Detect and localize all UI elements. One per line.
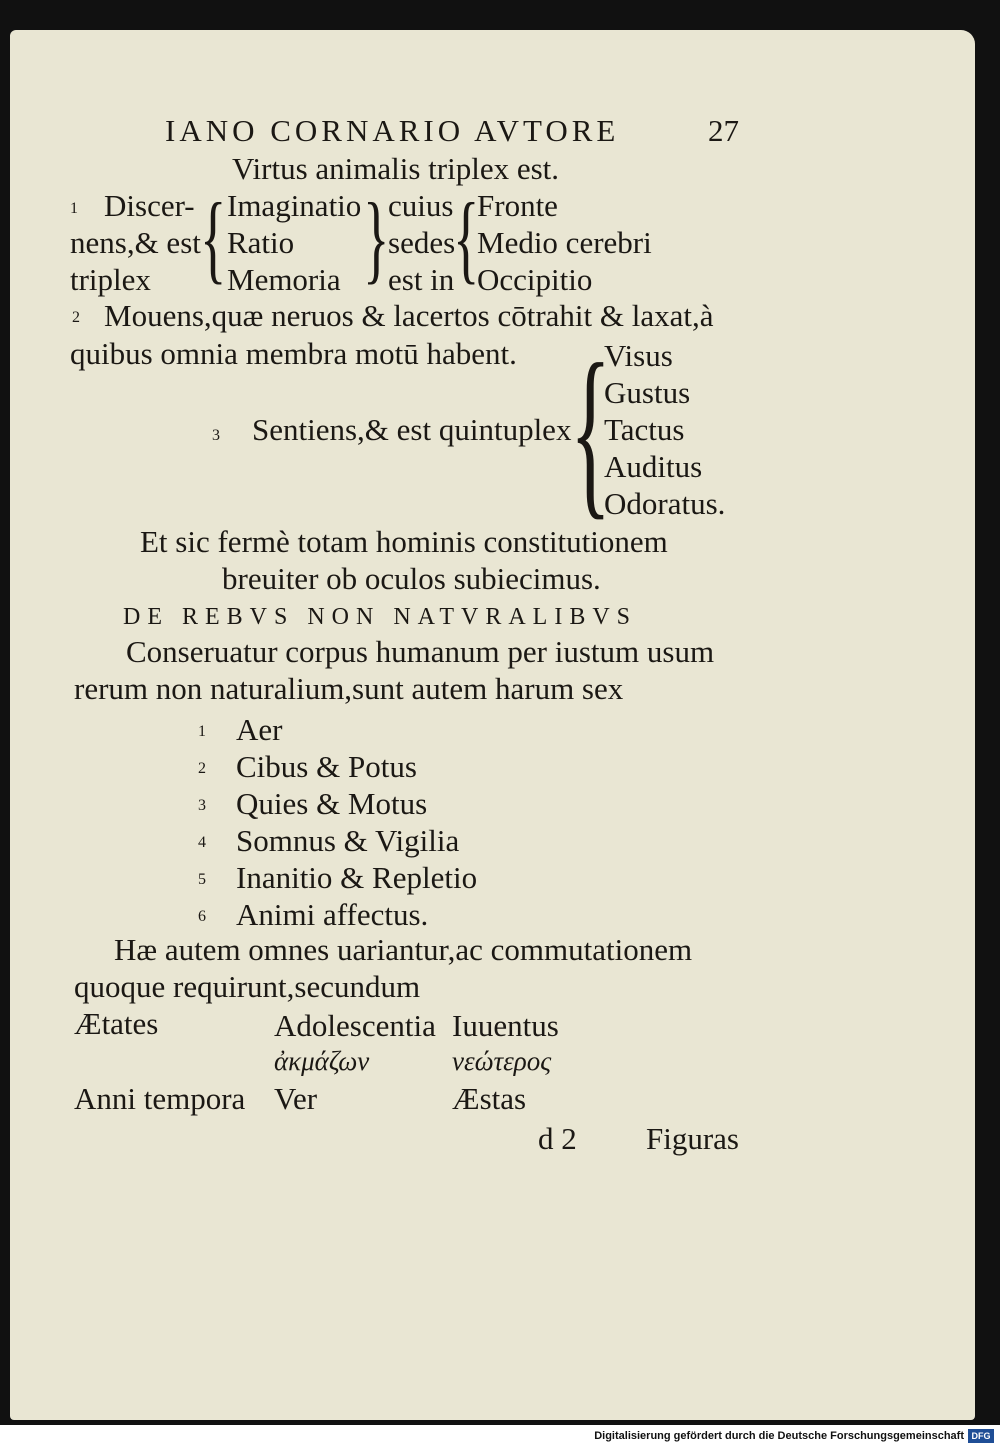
list-item: Inanitio & Repletio (236, 860, 478, 895)
closing-line-1: Et sic fermè totam hominis constitutionem (140, 524, 668, 559)
sense-visus: Visus (604, 338, 673, 373)
dfg-logo: DFG (968, 1429, 994, 1443)
para-line-2: quoque requirunt,secundum (74, 969, 421, 1004)
seat-fronte: Fronte (477, 188, 558, 223)
sense-tactus: Tactus (604, 412, 685, 447)
item-number: 2 (72, 309, 80, 326)
para-line-1: Hæ autem omnes uariantur,ac commutationem (114, 932, 693, 967)
list-item: Quies & Motus (236, 786, 428, 821)
seat-occipitio: Occipitio (477, 262, 593, 297)
list-number: 2 (198, 760, 206, 777)
brace-open: { (200, 182, 227, 293)
item-number: 3 (212, 427, 220, 444)
discernens-line-2: nens,& est (70, 225, 201, 260)
movens-line-2: quibus omnia membra motū habent. (70, 336, 517, 371)
aetates-label: Ætates (74, 1006, 159, 1041)
season-ver: Ver (274, 1081, 318, 1116)
list-number: 6 (198, 908, 206, 925)
section-title: Virtus animalis triplex est. (232, 151, 560, 186)
list-number: 4 (198, 834, 206, 851)
faculty-imaginatio: Imaginatio (227, 188, 362, 223)
catchword: Figuras (646, 1121, 739, 1156)
list-item: Aer (236, 712, 283, 747)
adolescentia: Adolescentia (274, 1008, 436, 1043)
list-number: 3 (198, 797, 206, 814)
sense-auditus: Auditus (604, 449, 703, 484)
running-title: IANO CORNARIO AVTORE (165, 113, 620, 148)
iuuentus: Iuuentus (452, 1008, 559, 1043)
discernens-line-1: Discer- (104, 188, 195, 223)
faculty-ratio: Ratio (227, 225, 295, 260)
signature-mark: d 2 (538, 1121, 577, 1156)
list-number: 1 (198, 723, 206, 740)
anni-tempora-label: Anni tempora (74, 1081, 246, 1116)
brace-senses: { (570, 326, 612, 536)
item-number: 1 (70, 200, 78, 217)
connector-est-in: est in (388, 262, 455, 297)
book-page (10, 30, 975, 1420)
connector-cuius: cuius (388, 188, 454, 223)
list-item: Somnus & Vigilia (236, 823, 460, 858)
season-aestas: Æstas (452, 1081, 527, 1116)
faculty-memoria: Memoria (227, 262, 341, 297)
brace-open: { (453, 182, 480, 293)
footer-bar (0, 1425, 1000, 1448)
list-item: Animi affectus. (236, 897, 429, 932)
section-heading: DE REBVS NON NATVRALIBVS (123, 604, 638, 630)
list-item: Cibus & Potus (236, 749, 417, 784)
sentiens-text: Sentiens,& est quintuplex (252, 412, 572, 447)
connector-sedes: sedes (388, 225, 456, 260)
discernens-line-3: triplex (70, 262, 151, 297)
sense-odoratus: Odoratus. (604, 486, 726, 521)
closing-line-2: breuiter ob oculos subiecimus. (222, 561, 601, 596)
brace-close: } (363, 182, 390, 293)
intro-line-1: Conseruatur corpus humanum per iustum usum (126, 634, 715, 669)
greek-term-1: ἀκμάζων (274, 1046, 370, 1076)
funding-credit: Digitalisierung gefördert durch die Deutsche Forschungsgemeinschaft (594, 1430, 964, 1442)
movens-line-1: Mouens,quæ neruos & lacertos cōtrahit & laxat,à (104, 298, 714, 333)
seat-medio-cerebri: Medio cerebri (477, 225, 652, 260)
intro-line-2: rerum non naturalium,sunt autem harum sex (74, 671, 624, 706)
sense-gustus: Gustus (604, 375, 691, 410)
page-number: 27 (708, 113, 739, 148)
greek-term-2: νεώτερος (452, 1046, 552, 1076)
list-number: 5 (198, 871, 206, 888)
